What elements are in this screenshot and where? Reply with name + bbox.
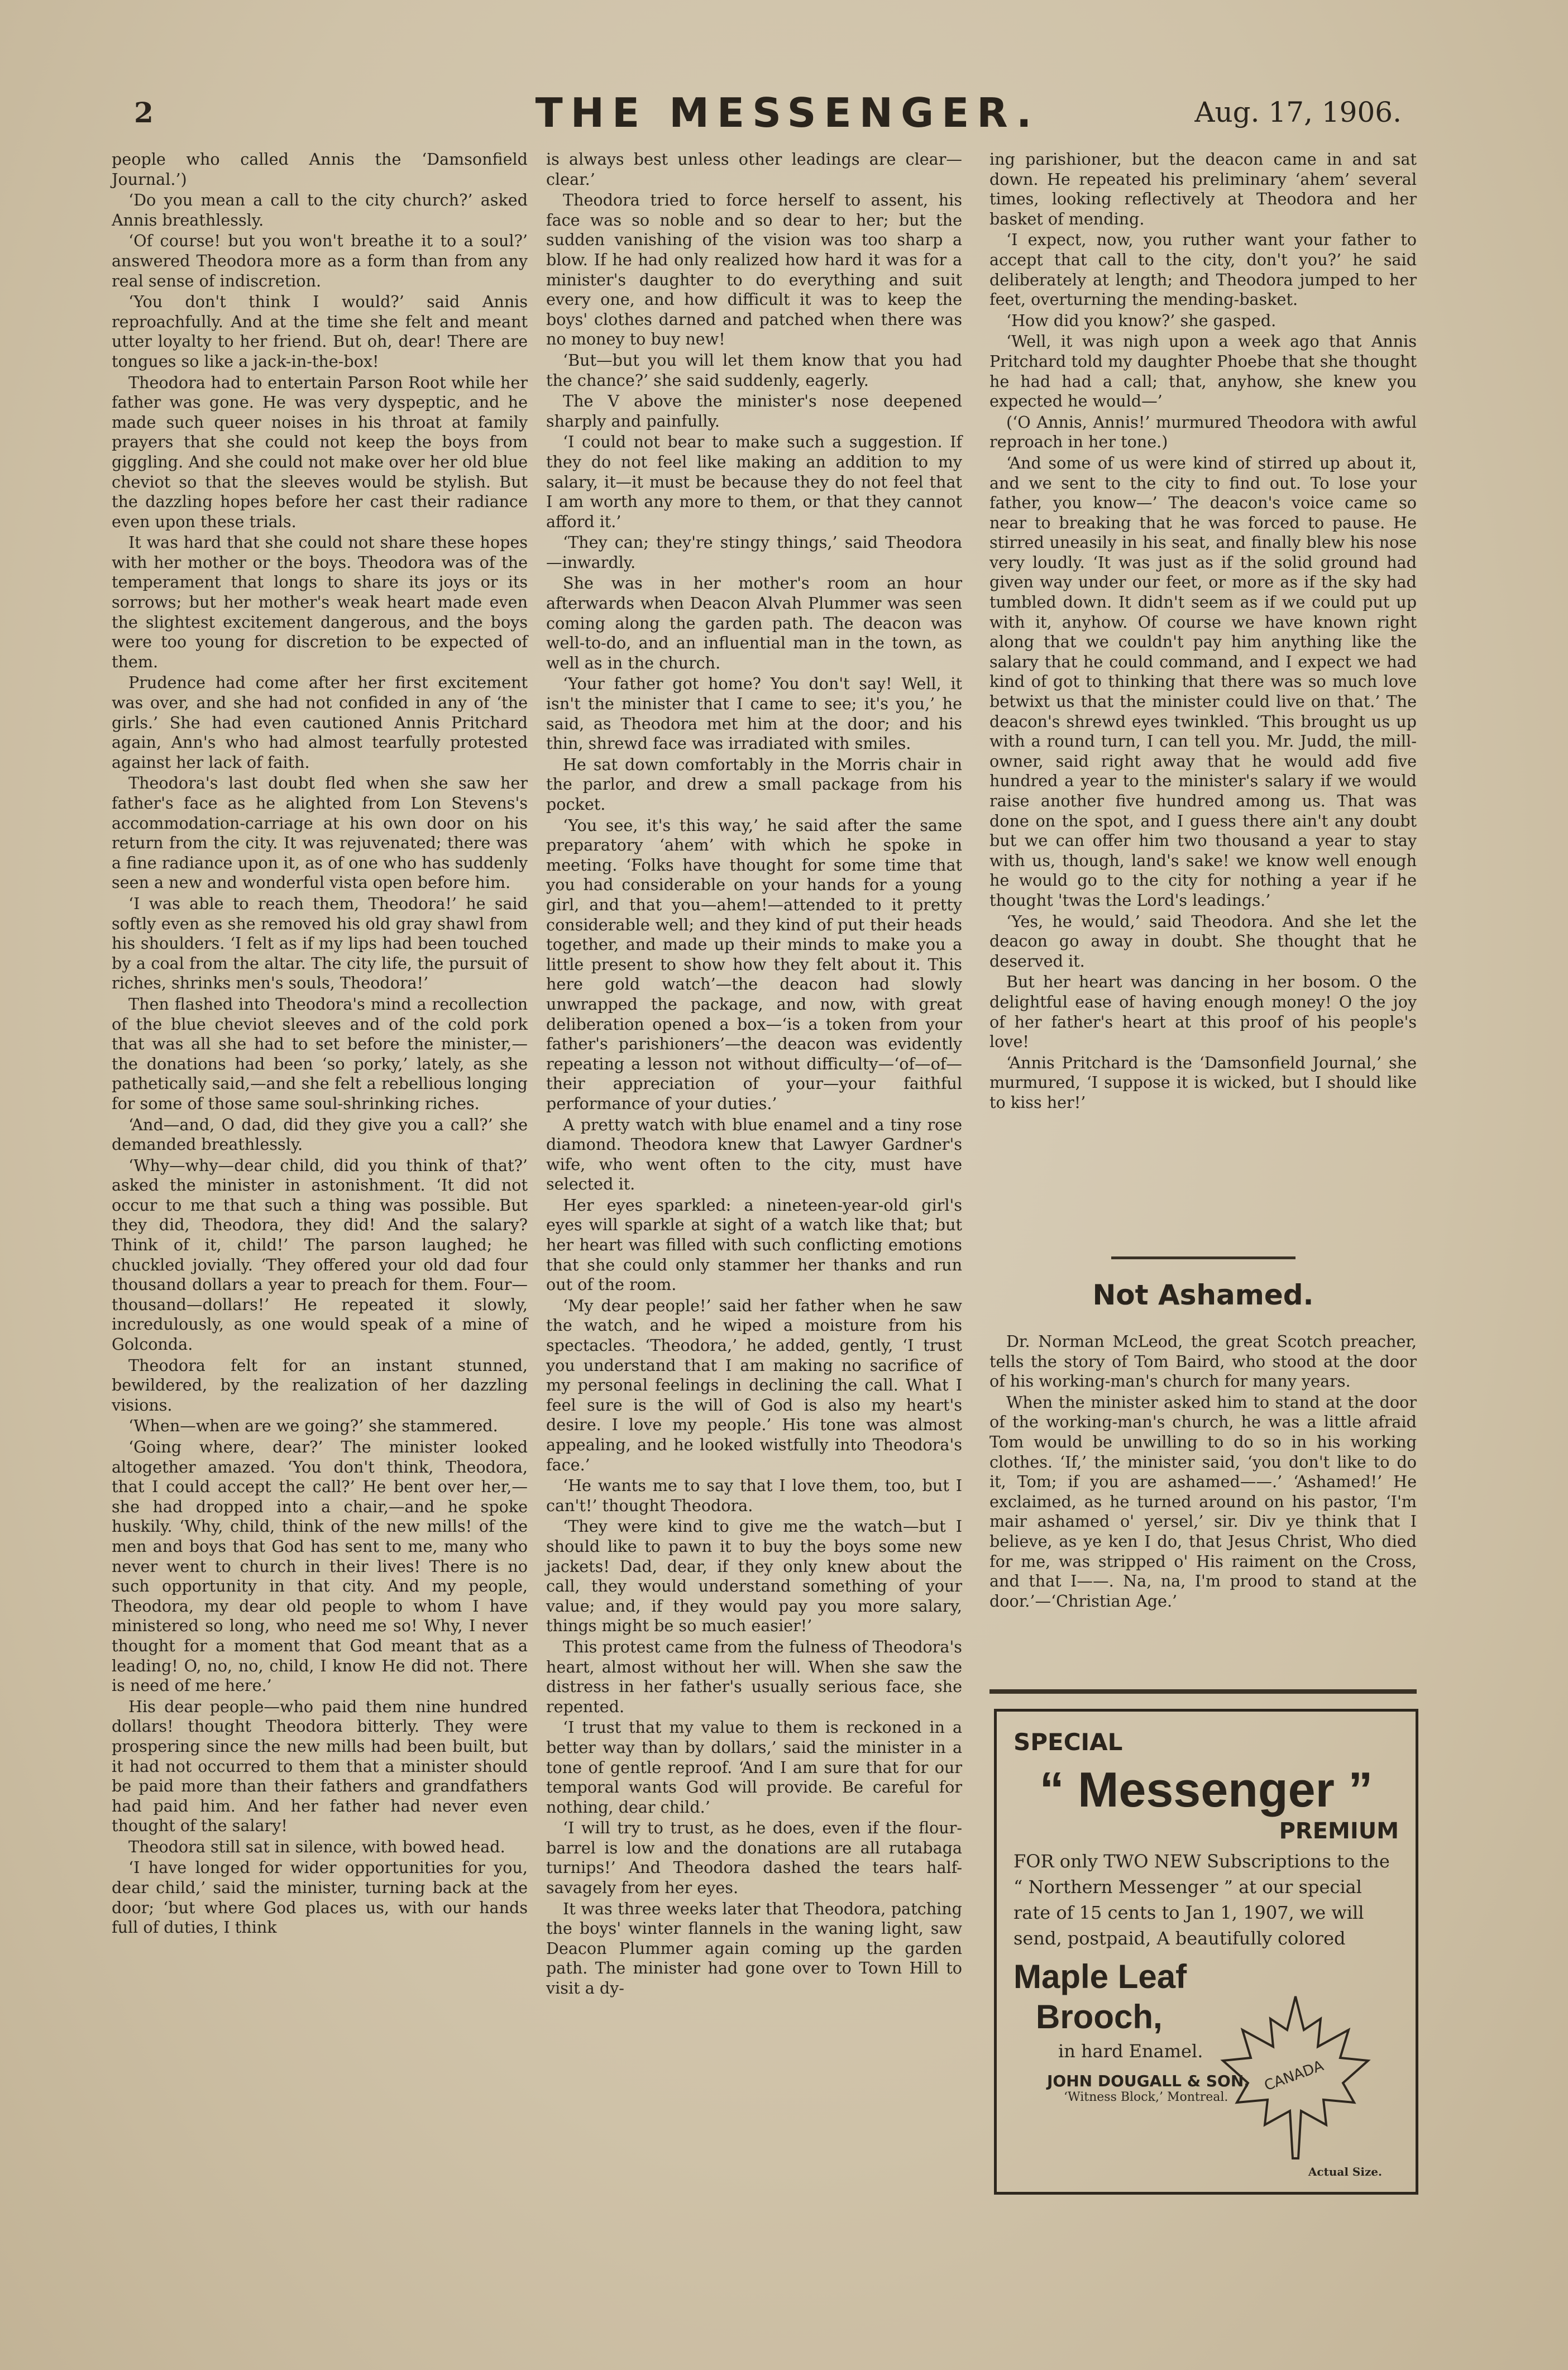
paragraph: ‘I have longed for wider opportunities for you, dear child,’ said the minister, turning back at the door; ‘but where God places us, with our hands full of duties, I think bbox=[112, 1858, 528, 1937]
article-not-ashamed bbox=[989, 1332, 1417, 1734]
paragraph: It was hard that she could not share these hopes with her mother or the boys. Theodora was of the temperament that longs to share its joys or its sorrows; but her mother's weak heart made even the slightest excitement dangerous, and the boys were too young for discretion to be expected of them. bbox=[112, 533, 528, 671]
article-title-not-ashamed: Not Ashamed. bbox=[1092, 1279, 1314, 1311]
paragraph: ‘Annis Pritchard is the ‘Damsonfield Journal,’ she murmured, ‘I suppose it is wicked, but I should like to kiss her!’ bbox=[989, 1053, 1417, 1112]
ad-offer-text: FOR only TWO NEW Subscriptions to the “ Northern Messenger ” at our special rate of 15 cents to Jan 1, 1907, we will send, postpaid, A beautifully colored bbox=[1014, 1851, 1390, 1949]
column-1 bbox=[112, 150, 528, 2216]
paragraph: Theodora had to entertain Parson Root while her father was gone. He was very dyspeptic, and he made such queer noises in his throat at family prayers that she could not keep the boys from giggling. And she could not make over her old blue cheviot so that the sleeves would be stylish. But the dazzling hopes before her cast their radiance even upon these trials. bbox=[112, 372, 528, 531]
paragraph: (‘O Annis, Annis!’ murmured Theodora with awful reproach in her tone.) bbox=[989, 412, 1417, 452]
paragraph: ‘I trust that my value to them is reckoned in a better way than by dollars,’ said the minister in a tone of gentle reproof. ‘And I am sure that for our temporal wants God will provide. Be careful for nothing, dear child.’ bbox=[546, 1718, 962, 1817]
ad-address: ‘Witness Block,’ Montreal. bbox=[1064, 2090, 1228, 2104]
paragraph: ‘He wants me to say that I love them, too, but I can't!’ thought Theodora. bbox=[546, 1476, 962, 1515]
premium-advertisement bbox=[994, 1709, 1418, 2195]
paragraph: A pretty watch with blue enamel and a tiny rose diamond. Theodora knew that Lawyer Gardner's wife, who went often to the city, must have selected it. bbox=[546, 1115, 962, 1194]
paragraph: ‘Why—why—dear child, did you think of that?’ asked the minister in astonishment. ‘It did not occur to me that such a thing was possible. But they did, Theodora, they did! And the salary? Think of it, child!’ The parson laughed; he chuckled jovially. ‘They offered your old dad four thousand dollars a year to preach for them. Four—thousand—dollars!’ He repeated it slowly, incredulously, as one would speak of a mine of Golconda. bbox=[112, 1155, 528, 1354]
ad-brooch-line-1: Maple Leaf bbox=[1014, 1958, 1187, 1995]
paragraph: ‘Yes, he would,’ said Theodora. And she let the deacon go away in doubt. She thought that he deserved it. bbox=[989, 911, 1417, 971]
paragraph: She was in her mother's room an hour afterwards when Deacon Alvah Plummer was seen coming along the garden path. The deacon was well-to-do, and an influential man in the town, as well as in the church. bbox=[546, 574, 962, 672]
paragraph: is always best unless other leadings are clear—clear.’ bbox=[546, 150, 962, 189]
paragraph: Her eyes sparkled: a nineteen-year-old girl's eyes will sparkle at sight of a watch like that; but her heart was filled with such conflicting emotions that she could only stammer her thanks and run out of the room. bbox=[546, 1195, 962, 1294]
leaf-label: CANADA bbox=[1262, 2057, 1326, 2095]
paragraph: ‘Of course! but you won't breathe it to a soul?’ answered Theodora more as a form than from any real sense of indiscretion. bbox=[112, 231, 528, 290]
paragraph: ‘Your father got home? You don't say! Well, it isn't the minister that I came to see; it's you,’ he said, as Theodora met him at the door; and his thin, shrewd face was irradiated with smiles. bbox=[546, 674, 962, 753]
paragraph: The V above the minister's nose deepened sharply and painfully. bbox=[546, 391, 962, 431]
ad-publisher: JOHN DOUGALL & SON, bbox=[1047, 2072, 1250, 2090]
paragraph: ‘My dear people!’ said her father when he saw the watch, and he wiped a moisture from his spectacles. ‘Theodora,’ he added, gently, ‘I trust you understand that I am making no sacrifice of my personal feelings in declining the call. What I feel sure is the will of God is also my heart's desire. I love my people.’ His tone was almost appealing, and he looked wistfully into Theodora's face.’ bbox=[546, 1296, 962, 1474]
ad-actual-size: Actual Size. bbox=[1308, 2165, 1382, 2178]
paragraph: ‘Do you mean a call to the city church?’ asked Annis breathlessly. bbox=[112, 190, 528, 230]
maple-leaf-icon bbox=[1215, 1991, 1376, 2164]
paragraph: ‘When—when are we going?’ she stammered. bbox=[128, 1416, 498, 1436]
paragraph: Theodora felt for an instant stunned, bewildered, by the realization of her dazzling visions. bbox=[112, 1355, 528, 1415]
paragraph: His dear people—who paid them nine hundred dollars! thought Theodora bitterly. They were prospering since the new mills had been built, but it had not occurred to them that a minister should be paid more than their fathers and grandfathers had paid him. And her father had never even thought of the salary! bbox=[112, 1697, 528, 1836]
page-header bbox=[117, 89, 1418, 140]
column-3 bbox=[989, 150, 1417, 1278]
paragraph: ‘Going where, dear?’ The minister looked altogether amazed. ‘You don't think, Theodora, that I could accept the call?’ He bent over her,—she had dropped into a chair,—and he spoke huskily. ‘Why, child, think of the new mills! of the men and boys that God has sent to me, many who never went to church in their lives! There is no such opportunity in that city. And my people, Theodora, my dear old people to whom I have ministered so long, who need me so! Why, I never thought for a moment that God meant that as a leading! O, no, no, child, I know He did not. There is need of me here.’ bbox=[112, 1437, 528, 1695]
paragraph: ‘But—but you will let them know that you had the chance?’ she said suddenly, eagerly. bbox=[546, 350, 962, 390]
paragraph: ‘I could not bear to make such a suggestion. If they do not feel like making an addition to my salary, it—it must be because they do not feel that I am worth any more to them, or that they cannot afford it.’ bbox=[546, 432, 962, 531]
section-divider-top bbox=[1111, 1256, 1295, 1259]
issue-date: Aug. 17, 1906. bbox=[1194, 96, 1402, 128]
page-number: 2 bbox=[134, 96, 154, 129]
paragraph: ‘And—and, O dad, did they give you a call?’ she demanded breathlessly. bbox=[112, 1115, 528, 1154]
ad-premium-label: PREMIUM bbox=[1279, 1818, 1399, 1844]
ad-messenger-title: “ Messenger ” bbox=[1039, 1762, 1373, 1817]
paragraph: people who called Annis the ‘Damsonfield Journal.’) bbox=[112, 150, 528, 189]
ad-brooch-line-2: Brooch, bbox=[1036, 1998, 1163, 2035]
paragraph: Theodora tried to force herself to assent, his face was so noble and so dear to her; but the sudden vanishing of the vision was too sharp a blow. If he had only realized how hard it was for a minister's daughter to do everything and suit every one, and how difficult it was to keep the boys' clothes darned and patched when there was no money to buy new! bbox=[546, 190, 962, 349]
paragraph: Theodora still sat in silence, with bowed head. bbox=[128, 1837, 505, 1856]
paragraph: ‘I expect, now, you ruther want your father to accept that call to the city, don't you?’ he said deliberately at length; and Theodora jumped to her feet, overturning the mending-basket. bbox=[989, 230, 1417, 309]
paragraph: ‘Well, it was nigh upon a week ago that Annis Pritchard told my daughter Phoebe that she thought he had had a call; that, anyhow, she knew you expected he would—’ bbox=[989, 332, 1417, 411]
paragraph: ‘I will try to trust, as he does, even if the flour-barrel is low and the donations are all rutabaga turnips!’ And Theodora dashed the tears half-savagely from her eyes. bbox=[546, 1818, 962, 1898]
paragraph: ‘You don't think I would?’ said Annis reproachfully. And at the time she felt and meant utter loyalty to her friend. But oh, dear! There are tongues so like a jack-in-the-box! bbox=[112, 292, 528, 371]
paragraph: ‘I was able to reach them, Theodora!’ he said softly even as she removed his old gray shawl from his shoulders. ‘I felt as if my lips had been touched by a coal from the altar. The city life, the pursuit of riches, shrinks men's souls, Theodora!’ bbox=[112, 893, 528, 993]
paragraph: ‘They can; they're stingy things,’ said Theodora—inwardly. bbox=[546, 533, 962, 572]
section-divider-bottom bbox=[989, 1689, 1417, 1694]
paragraph: ing parishioner, but the deacon came in and sat down. He repeated his preliminary ‘ahem’ several times, looking reflectively at Theodora and her basket of mending. bbox=[989, 150, 1417, 228]
paragraph: ‘You see, it's this way,’ he said after the same preparatory ‘ahem’ with which he spoke in meeting. ‘Folks have thought for some time that you had considerable on your hands for a young girl, and that you—ahem!—attended to it pretty considerable well; and they kind of put their heads together, and made up their minds to make you a little present to show how they felt about it. This here gold watch’—the deacon had slowly unwrapped the package, and now, with great deliberation opened a box—‘is a token from your father's parishioners’—the deacon was evidently repeating a lesson not without difficulty—‘of—of—their appreciation of your—your faithful performance of your duties.’ bbox=[546, 815, 962, 1113]
paragraph: Prudence had come after her first excitement was over, and she had not confided in any of ‘the girls.’ She had even cautioned Annis Pritchard again, Ann's who had almost tearfully protested against her lack of faith. bbox=[112, 673, 528, 772]
paragraph: Dr. Norman McLeod, the great Scotch preacher, tells the story of Tom Baird, who stood at the door of his working-man's church for many years. bbox=[989, 1332, 1417, 1391]
paragraph: Theodora's last doubt fled when she saw her father's face as he alighted from Lon Stevens's accommodation-carriage at his own door on his return from the city. It was rejuvenated; there was a fine radiance upon it, as of one who has suddenly seen a new and wonderful vista open before him. bbox=[112, 773, 528, 892]
paragraph: ‘They were kind to give me the watch—but I should like to pawn it to buy the boys some new jackets! Dad, dear, if they only knew about the call, they would understand something of your value; and, if they would pay you more salary, things might be so much easier!’ bbox=[546, 1517, 962, 1636]
paragraph: ‘How did you know?’ she gasped. bbox=[1006, 310, 1277, 330]
ad-special-label: SPECIAL bbox=[1014, 1728, 1123, 1756]
column-2 bbox=[546, 150, 962, 2216]
paragraph: He sat down comfortably in the Morris chair in the parlor, and drew a small package from his pocket. bbox=[546, 754, 962, 814]
paragraph: When the minister asked him to stand at the door of the working-man's church, he was a little afraid Tom would be unwilling to do so in his working clothes. ‘If,’ the minister said, ‘you don't like to do it, Tom; if you are ashamed——.’ ‘Ashamed!’ He exclaimed, as he turned around on his pastor, ‘I'm mair ashamed o' yersel,’ sir. Div ye think that I believe, as ye ken I do, that Jesus Christ, Who died for me, was stripped o' His raiment on the Cross, and that I——. Na, na, I'm prood to stand at the door.’—‘Christian Age.’ bbox=[989, 1392, 1417, 1611]
masthead: THE MESSENGER. bbox=[535, 89, 1040, 136]
ad-enamel-text: in hard Enamel. bbox=[1058, 2041, 1203, 2062]
paragraph: It was three weeks later that Theodora, patching the boys' winter flannels in the waning light, saw Deacon Plummer again coming up the garden path. The minister had gone over to Town Hill to visit a dy- bbox=[546, 1899, 962, 1998]
paragraph: Then flashed into Theodora's mind a recollection of the blue cheviot sleeves and of the cold pork that was all she had to set before the minister,—the donations had been ‘so porky,’ lately, as she pathetically said,—and she felt a rebellious longing for some of those same soul-shrinking riches. bbox=[112, 994, 528, 1113]
paragraph: But her heart was dancing in her bosom. O the delightful ease of having enough money! O the joy of her father's heart at this proof of his people's love! bbox=[989, 972, 1417, 1052]
paragraph: This protest came from the fulness of Theodora's heart, almost without her will. When she saw the distress in her father's usually serious face, she repented. bbox=[546, 1637, 962, 1716]
paragraph: ‘And some of us were kind of stirred up about it, and we sent to the city to find out. To lose your father, you know—’ The deacon's voice came so near to breaking that he was forced to pause. He stirred uneasily in his seat, and finally blew his nose very loudly. ‘It was just as if the solid ground had given way under our feet, or more as if the sky had tumbled down. It didn't seem as if we could put up with it, anyhow. Of course we have known right along that we couldn't pay him anything like the salary that he could command, and I expect we had kind of got to thinking that there was so much love betwixt us that the minister could live on that.’ The deacon's shrewd eyes twinkled. ‘This brought us up with a round turn, I can tell you. Mr. Judd, the mill-owner, said right away that he would add five hundred a year to the minister's salary if we would raise another five hundred among us. That was done on the spot, and I guess there ain't any doubt but we can offer him two thousand a year to stay with us, though, land's sake! we know well enough he would go to the city for nothing a year if he thought 'twas the Lord's leadings.’ bbox=[989, 453, 1417, 910]
